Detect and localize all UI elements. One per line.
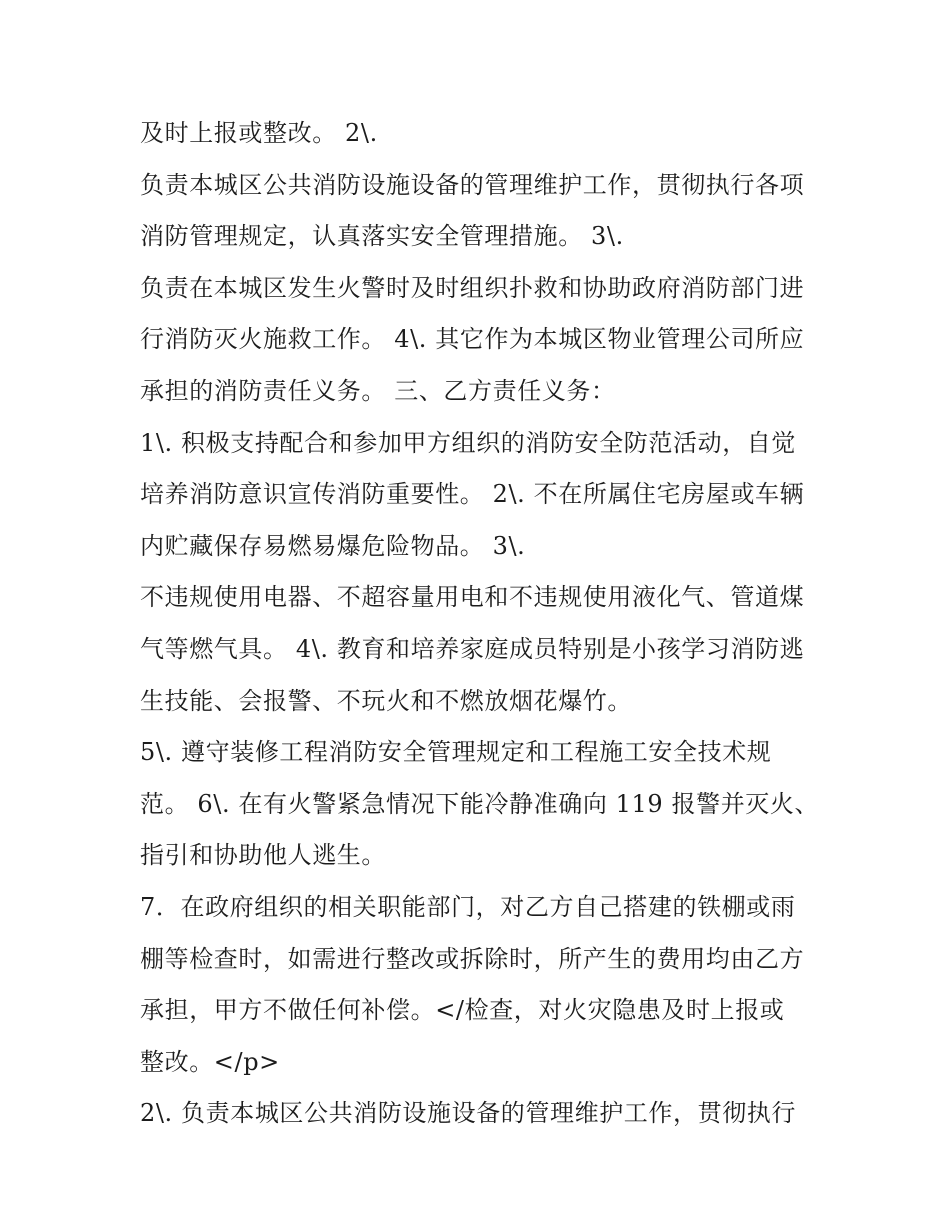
text-line: 及时上报或整改。 2\.	[140, 119, 378, 147]
text-line: 承担的消防责任义务。 三、乙方责任义务：	[140, 376, 616, 405]
text-line: 整改。</p>	[140, 1047, 280, 1076]
text-line: 范。 6\. 在有火警紧急情况下能冷静准确向 119 报警并灭火、	[140, 789, 820, 818]
text-line: 承担，甲方不做任何补偿。</检查，对火灾隐患及时上报或	[140, 996, 785, 1025]
document-body	[140, 108, 830, 1140]
text-line: 生技能、会报警、不玩火和不燃放烟花爆竹。	[140, 686, 632, 715]
text-line: 棚等检查时，如需进行整改或拆除时，所产生的费用均由乙方	[140, 944, 805, 973]
text-line: 气等燃气具。 4\. 教育和培养家庭成员特别是小孩学习消防逃	[140, 634, 805, 663]
text-line: 消防管理规定，认真落实安全管理措施。 3\.	[140, 222, 624, 251]
text-line: 负责本城区公共消防设施设备的管理维护工作，贯彻执行各项	[140, 170, 805, 199]
text-line: 5\. 遵守装修工程消防安全管理规定和工程施工安全技术规	[140, 738, 772, 767]
text-line: 不违规使用电器、不超容量用电和不违规使用液化气、管道煤	[140, 583, 805, 612]
text-line: 负责在本城区发生火警时及时组织扑救和协助政府消防部门进	[140, 273, 805, 302]
text-line: 行消防灭火施救工作。 4\. 其它作为本城区物业管理公司所应	[140, 325, 805, 354]
text-line: 2\. 负责本城区公共消防设施设备的管理维护工作，贯彻执行	[140, 1099, 797, 1128]
text-line: 内贮藏保存易燃易爆危险物品。 3\.	[140, 531, 526, 560]
text-line: 7．在政府组织的相关职能部门，对乙方自己搭建的铁棚或雨	[140, 892, 796, 921]
text-line: 1\. 积极支持配合和参加甲方组织的消防安全防范活动，自觉	[140, 428, 797, 457]
text-line: 培养消防意识宣传消防重要性。 2\. 不在所属住宅房屋或车辆	[140, 480, 805, 509]
text-line: 指引和协助他人逃生。	[140, 841, 386, 870]
